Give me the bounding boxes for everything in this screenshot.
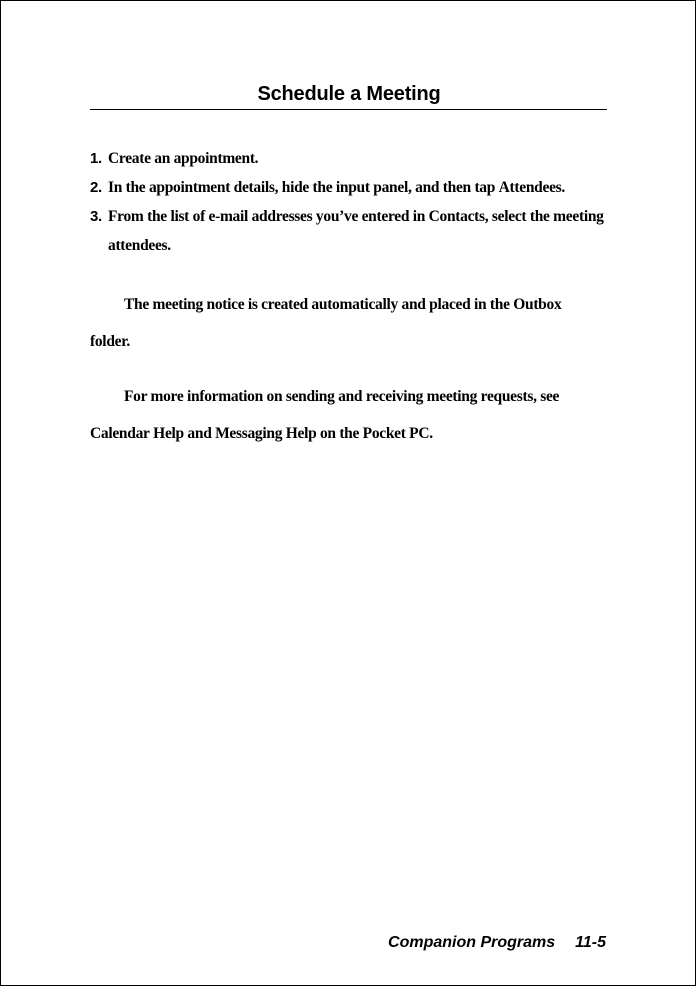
step-text-part: In the appointment details, hide the input panel, and then tap <box>108 179 499 196</box>
step-text-part: , select the meeting attendees. <box>108 208 604 254</box>
step-2 <box>90 173 610 202</box>
attendees-term: Attendees <box>498 179 562 196</box>
calendar-term: Calendar <box>90 425 150 442</box>
help-reference-paragraph <box>90 378 600 452</box>
step-text <box>108 144 610 173</box>
page-title: Schedule a Meeting <box>257 83 441 105</box>
step-number: 2. <box>90 179 102 196</box>
help-tail-text: Help on the Pocket PC. <box>282 425 433 442</box>
step-text-part: Create an appointment. <box>108 150 259 167</box>
step-text <box>108 173 610 202</box>
help-mid-text: Help and <box>149 425 216 442</box>
outbox-note-text: The meeting notice is created automatically and placed in the Outbox folder. <box>90 296 562 350</box>
footer-section-name: Companion Programs <box>388 934 556 951</box>
step-3 <box>90 202 610 260</box>
step-text-part: . <box>561 179 565 196</box>
step-number: 3. <box>90 208 102 225</box>
step-text-part: From the list of e-mail addresses you’ve entered in <box>108 208 429 225</box>
footer-page-number: 11-5 <box>575 934 606 951</box>
steps-list <box>90 144 610 260</box>
messaging-term: Messaging <box>215 425 283 442</box>
outbox-note-paragraph <box>90 286 600 360</box>
step-text <box>108 202 610 260</box>
page-footer <box>388 934 606 952</box>
title-underline <box>90 109 607 110</box>
step-1 <box>90 144 610 173</box>
contacts-term: Contacts <box>428 208 485 225</box>
step-number: 1. <box>90 150 102 167</box>
help-lead-text: For more information on sending and receiving meeting requests, see <box>124 388 560 405</box>
